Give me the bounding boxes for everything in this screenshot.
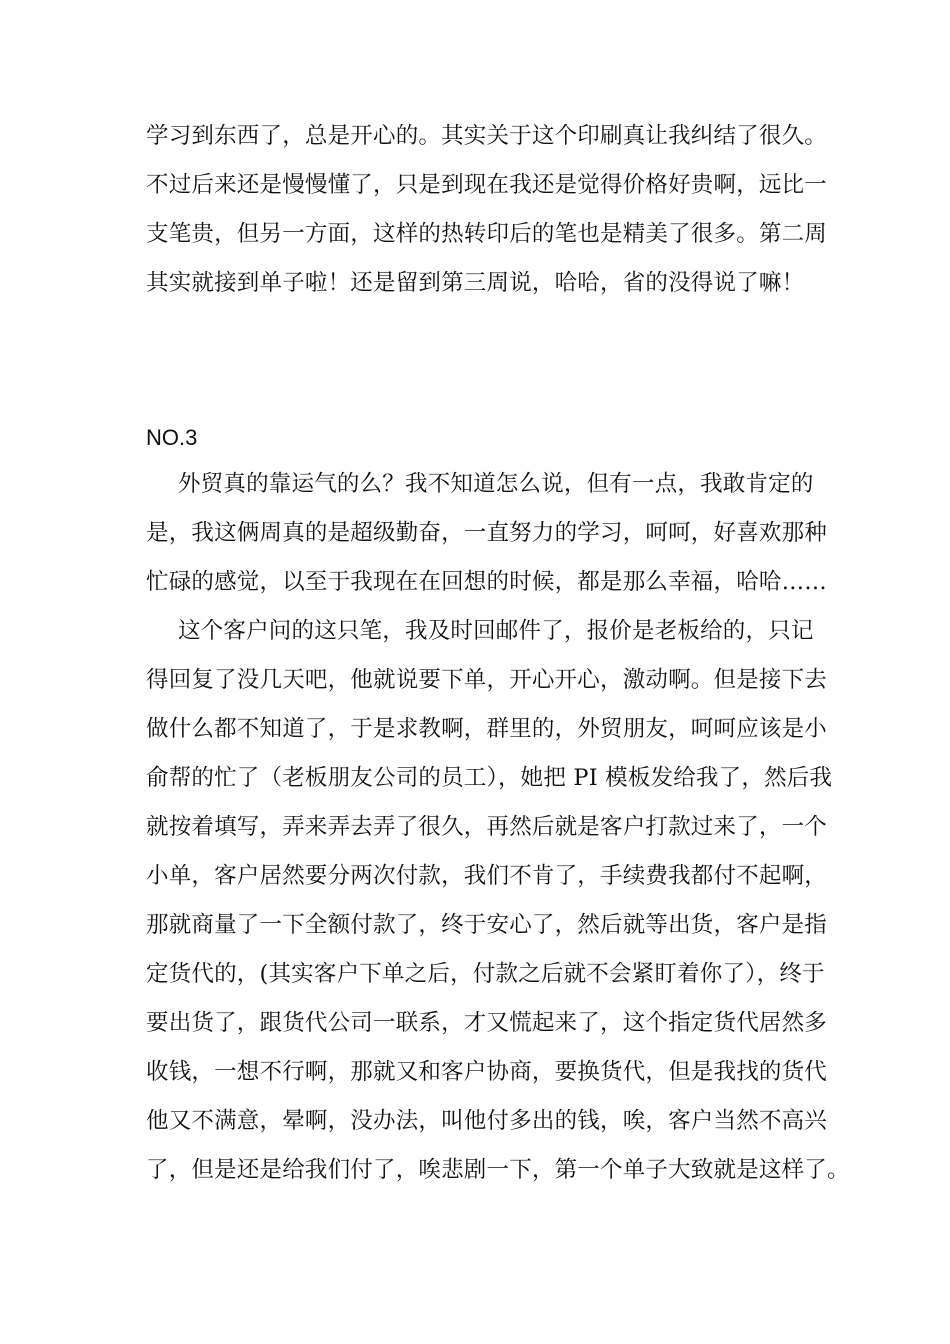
paragraph-2-line-2: 是，我这俩周真的是超级勤奋，一直努力的学习，呵呵，好喜欢那种 (146, 520, 828, 546)
paragraph-3-line-10: 收钱，一想不行啊，那就又和客户协商，要换货代，但是我找的货代 (146, 1059, 828, 1085)
paragraph-2-line-3: 忙碌的感觉，以至于我现在在回想的时候，都是那么幸福，哈哈…… (146, 569, 828, 595)
paragraph-1-line-4: 其实就接到单子啦！还是留到第三周说，哈哈，省的没得说了嘛！ (146, 270, 805, 296)
paragraph-3-line-7: 那就商量了一下全额付款了，终于安心了，然后就等出货，客户是指 (146, 912, 828, 938)
paragraph-3-line-6: 小单，客户居然要分两次付款，我们不肯了，手续费我都付不起啊， (146, 863, 828, 889)
paragraph-1-line-1: 学习到东西了，总是开心的。其实关于这个印刷真让我纠结了很久。 (146, 123, 828, 149)
paragraph-1-line-3: 支笔贵，但另一方面，这样的热转印后的笔也是精美了很多。第二周 (146, 221, 828, 247)
paragraph-3-line-8: 定货代的，(其实客户下单之后，付款之后就不会紧盯着你了），终于 (146, 961, 825, 987)
paragraph-3-line-1: 这个客户问的这只笔，我及时回邮件了，报价是老板给的，只记 (178, 618, 814, 644)
paragraph-3-line-4: 俞帮的忙了（老板朋友公司的员工），她把 PI 模板发给我了，然后我 (146, 765, 833, 791)
paragraph-2-line-1: 外贸真的靠运气的么？我不知道怎么说，但有一点，我敢肯定的 (178, 471, 814, 497)
paragraph-3-line-2: 得回复了没几天吧，他就说要下单，开心开心，激动啊。但是接下去 (146, 667, 828, 693)
paragraph-3-line-12: 了，但是还是给我们付了，唉悲剧一下，第一个单子大致就是这样了。 (146, 1157, 850, 1183)
paragraph-3-line-3: 做什么都不知道了，于是求教啊，群里的，外贸朋友，呵呵应该是小 (146, 716, 828, 742)
paragraph-3-line-9: 要出货了，跟货代公司一联系，才又慌起来了，这个指定货代居然多 (146, 1010, 828, 1036)
paragraph-3-line-11: 他又不满意，晕啊，没办法，叫他付多出的钱，唉，客户当然不高兴 (146, 1108, 828, 1134)
section-heading: NO.3 (146, 425, 198, 450)
paragraph-3-line-5: 就按着填写，弄来弄去弄了很久，再然后就是客户打款过来了，一个 (146, 814, 828, 840)
paragraph-1-line-2: 不过后来还是慢慢懂了，只是到现在我还是觉得价格好贵啊，远比一 (146, 172, 828, 198)
